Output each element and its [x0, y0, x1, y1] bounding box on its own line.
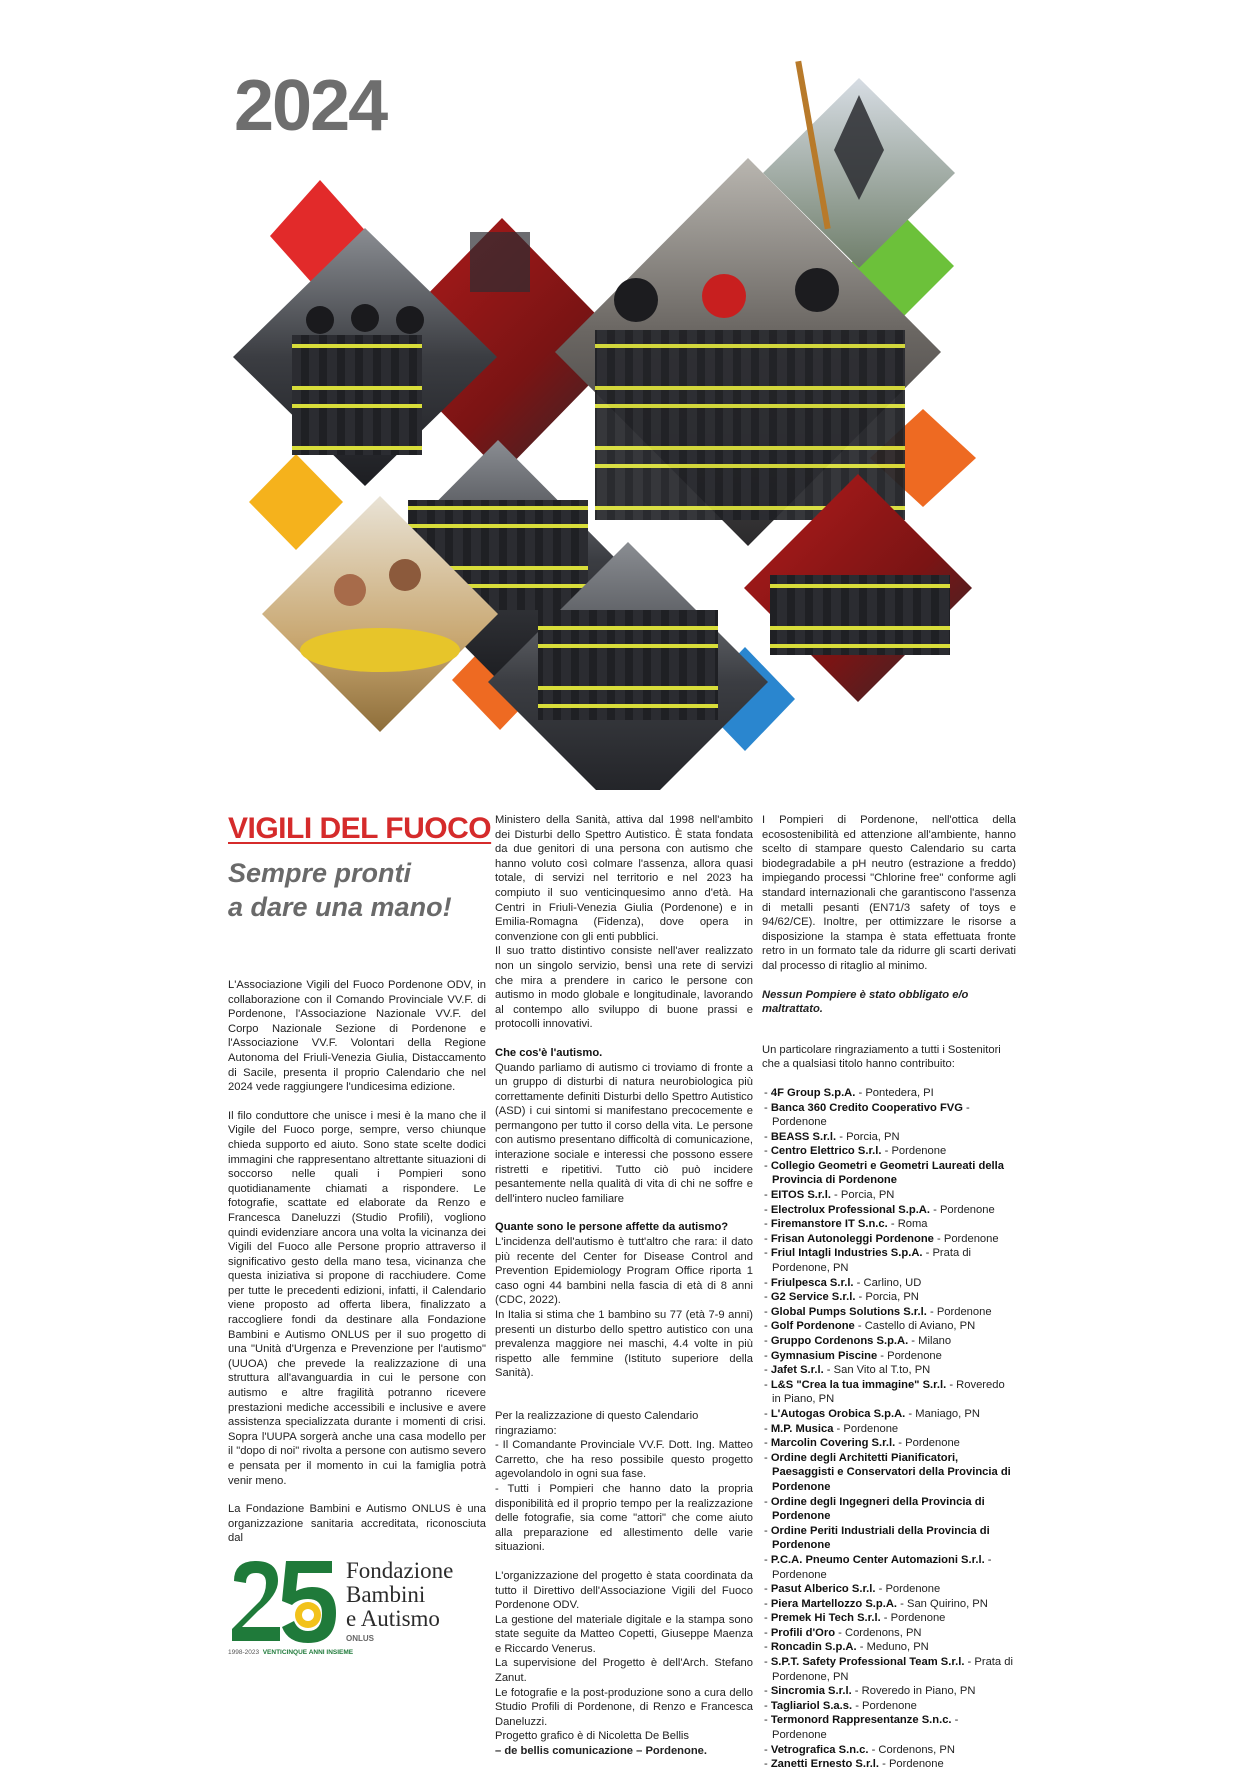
sponsor-item: - Banca 360 Credito Cooperativo FVG - Pordenone — [764, 1101, 970, 1129]
logo-line-3: e Autismo — [346, 1606, 440, 1631]
logo-years: 1998-2023 — [228, 1649, 260, 1656]
sponsor-location: Pordenone — [890, 1612, 946, 1625]
sponsor-item: - EITOS S.r.l. - Porcia, PN — [764, 1189, 895, 1202]
sponsor-name: Zanetti Ernesto S.r.l. — [770, 1758, 880, 1771]
sponsor-name: M.P. Musica — [770, 1422, 834, 1435]
sponsor-item: - Golf Pordenone - Castello di Aviano, PN — [764, 1320, 976, 1333]
sponsor-name: Collegio Geometri e Geometri Laureati della Provincia di Pordenone — [770, 1159, 1004, 1187]
sponsor-item: - Gymnasium Piscine - Pordenone — [764, 1349, 942, 1362]
sponsor-location: Prata di Pordenone, PN — [772, 1656, 1013, 1683]
sponsor-item: - Profili d'Oro - Cordenons, PN — [764, 1626, 922, 1639]
logo-onlus: ONLUS — [346, 1634, 374, 1643]
sponsor-name: Profili d'Oro — [770, 1626, 836, 1639]
sponsor-location: Porcia, PN — [846, 1130, 900, 1143]
sponsor-location: Prata di Pordenone, PN — [772, 1247, 972, 1275]
sponsor-item: - Marcolin Covering S.r.l. - Pordenone — [764, 1437, 960, 1450]
sponsor-item: - L&S "Crea la tua immagine" S.r.l. - Roveredo in Piano, PN — [764, 1378, 1005, 1406]
sponsor-item: - Ordine Periti Industriali della Provincia di Pordenone — [764, 1524, 990, 1552]
sponsor-location: Pordenone — [887, 1349, 942, 1362]
sponsor-location: Pordenone — [888, 1758, 944, 1771]
sponsor-name: Pasut Alberico S.r.l. — [770, 1583, 876, 1596]
paragraph-graphics-agency: – de bellis comunicazione – Pordenone. — [495, 1745, 707, 1758]
sponsor-item: - Jafet S.r.l. - San Vito al T.to, PN — [764, 1364, 931, 1377]
paragraph-digital: La gestione del materiale digitale e la stampa sono state seguite da Matteo Copetti, Giuseppe Maenza e Riccardo Venerus. — [495, 1613, 753, 1655]
sponsor-location: Porcia, PN — [840, 1189, 895, 1202]
sponsor-location: Pordenone — [891, 1145, 947, 1158]
text-column-2 — [495, 813, 753, 1759]
paragraph-photos: Le fotografie e la post-produzione sono a cura dello Studio Profili di Pordenone, di Renzo e Francesca Daneluzzi. — [495, 1686, 753, 1728]
paragraph-network: Il suo tratto distintivo consiste nell'aver realizzato non un singolo servizio, bensì una rete di servizi che mira a prendere in carico le persone con autismo in modo globale e longitudinale, lavorando al contempo allo sviluppo di buone prassi e protocolli innovativi. — [495, 945, 753, 1031]
paragraph-sponsors-intro: Un particolare ringraziamento a tutti i Sostenitori che a qualsiasi titolo hanno contribuito: — [762, 1043, 1001, 1071]
logo-line-2: Bambini — [346, 1582, 426, 1607]
sponsor-item: - Ordine degli Ingegneri della Provincia di Pordenone — [764, 1495, 985, 1523]
calendar-year: 2024 — [234, 66, 387, 146]
sponsor-item: - M.P. Musica - Pordenone — [764, 1422, 899, 1435]
paragraph-thanks-firefighters: - Tutti i Pompieri che hanno dato la propria disponibilità ed il proprio tempo per la realizzazione delle fotografie, sia come "attori" che come aiuto alla preparazione ed allestimento delle varie situazioni. — [495, 1482, 753, 1554]
sponsor-item: - Roncadin S.p.A. - Meduno, PN — [764, 1641, 929, 1654]
paragraph-supervision: La supervisione del Progetto è dell'Arch. Stefano Zanut. — [495, 1657, 753, 1685]
text-column-1 — [228, 978, 486, 1560]
sponsor-name: Global Pumps Solutions S.r.l. — [770, 1305, 927, 1318]
sponsor-item: - G2 Service S.r.l. - Porcia, PN — [764, 1291, 919, 1304]
sponsor-item: - Vetrografica S.n.c. - Cordenons, PN — [764, 1743, 955, 1756]
sponsor-location: Roveredo in Piano, PN — [861, 1685, 976, 1698]
paragraph-graphics: Progetto grafico è di Nicoletta De Bellis — [495, 1730, 690, 1743]
sponsor-name: Electrolux Professional S.p.A. — [770, 1203, 930, 1216]
sponsor-item: - L'Autogas Orobica S.p.A. - Maniago, PN — [764, 1407, 980, 1420]
sponsor-location: Pordenone — [843, 1422, 899, 1435]
sponsor-location: San Vito al T.to, PN — [833, 1364, 931, 1377]
sponsor-name: Golf Pordenone — [770, 1320, 855, 1333]
sponsor-name: Friul Intagli Industries S.p.A. — [770, 1247, 923, 1260]
logo-line-1: Fondazione — [346, 1558, 454, 1583]
sponsor-location: Pontedera, PI — [865, 1086, 934, 1099]
sponsor-location: Meduno, PN — [866, 1641, 929, 1654]
sponsor-item: - Gruppo Cordenons S.p.A. - Milano — [764, 1335, 952, 1347]
sponsor-location: Pordenone — [943, 1232, 999, 1245]
sponsor-list — [762, 1086, 1016, 1772]
sponsor-name: Premek Hi Tech S.r.l. — [770, 1612, 881, 1625]
sponsor-location: Pordenone — [862, 1699, 917, 1712]
logo-tagline — [228, 1649, 353, 1656]
paragraph-theme: Il filo conduttore che unisce i mesi è la mano che il Vigile del Fuoco porge, sempre, verso chiunque chieda supporto ed aiuto. Sono state scelte dodici immagini che rappresentano altrettante situazioni di soccorso nelle quali i Pompieri sono quotidianamente chiamati a rispondere. Le fotografie, scattate ed elaborate da Renzo e Francesca Daneluzzi (Studio Profili), vogliono quindi evidenziare ancora una volta la vicinanza dei Vigili del Fuoco alle Persone proprio attraverso il significativo gesto della mano tesa, vicinanza che questa iniziativa si propone di racchiudere. Come per tutte le precedenti edizioni, infatti, il Calendario viene proposto ad offerta libera, finalizzato a raccogliere fondi da destinare alla Fondazione Bambini e Autismo ONLUS per il suo progetto di una "Unità d'Urgenza e Prevenzione per l'autismo" (UUOA) che prevede la realizzazione di una struttura all'avanguardia in cui le persone con autismo e altre fragilità potranno ricevere prestazioni mediche accessibili e inclusive e avere assistenza specializzata durante i momenti di crisi. Sopra l'UUPA sorgerà anche una casa modello per il "dopo di noi" rivolta a persone con autismo severo e pensata per il momento in cui la famiglia potrà venir meno. — [228, 1109, 486, 1487]
paragraph-italy: In Italia si stima che 1 bambino su 77 (età 7-9 anni) presenti un disturbo dello spettro autistico con una prevalenza maggiore nei maschi, 4.4 volte in più rispetto alle femmine (Istituto superiore della Sanità). — [495, 1309, 753, 1380]
sponsor-item: - Piera Martellozzo S.p.A. - San Quirino, PN — [764, 1597, 988, 1610]
sponsor-location: Pordenone — [772, 1729, 827, 1742]
sponsor-location: Castello di Aviano, PN — [864, 1320, 976, 1333]
sponsor-name: Ordine Periti Industriali della Provincia di Pordenone — [770, 1524, 990, 1552]
sponsor-name: P.C.A. Pneumo Center Automazioni S.r.l. — [770, 1553, 985, 1566]
sponsor-item: - 4F Group S.p.A. - Pontedera, PI — [764, 1086, 934, 1099]
paragraph-ministry: Ministero della Sanità, attiva dal 1998 nell'ambito dei Disturbi dello Spettro Autistico. È stata fondata da due genitori di una persona con autismo che hanno voluto così colmare l'assenza, allora quasi totale, di servizi nel territorio e nel 2023 ha compiuto il suo venticinquesimo anno d'età. Ha Centri in Friuli-Venezia Giulia (Pordenone) e in Emilia-Romagna (Fidenza), dove opera in convenzione con gli enti pubblici. — [495, 814, 753, 943]
sponsor-item: - Electrolux Professional S.p.A. - Pordenone — [764, 1203, 995, 1216]
sponsor-location: Roveredo in Piano, PN — [772, 1378, 1005, 1406]
sponsor-name: Piera Martellozzo S.p.A. — [770, 1597, 898, 1610]
sponsor-item: - Tagliariol S.a.s. - Pordenone — [764, 1699, 917, 1712]
sponsor-name: S.P.T. Safety Professional Team S.r.l. — [770, 1656, 965, 1669]
sponsor-location: Roma — [897, 1218, 928, 1231]
sponsor-item: - Frisan Autonoleggi Pordenone - Pordenone — [764, 1232, 999, 1245]
sponsor-item: - Collegio Geometri e Geometri Laureati della Provincia di Pordenone — [764, 1159, 1004, 1187]
sponsor-name: Firemanstore IT S.n.c. — [770, 1218, 888, 1231]
sponsor-name: BEASS S.r.l. — [770, 1130, 837, 1143]
sponsor-name: Centro Elettrico S.r.l. — [770, 1145, 882, 1158]
sponsor-location: Pordenone — [936, 1305, 992, 1318]
paragraph-organization: L'organizzazione del progetto è stata coordinata da tutto il Direttivo dell'Associazione Vigili del Fuoco Pordenone ODV. — [495, 1569, 753, 1612]
yellow-diamond — [249, 454, 343, 550]
sponsor-name: EITOS S.r.l. — [770, 1189, 831, 1202]
sponsor-name: Frisan Autonoleggi Pordenone — [770, 1232, 934, 1245]
sponsor-item: - Global Pumps Solutions S.r.l. - Pordenone — [764, 1305, 992, 1318]
sponsor-name: Ordine degli Ingegneri della Provincia di Pordenone — [770, 1495, 985, 1523]
sponsor-location: Cordenons, PN — [845, 1626, 922, 1639]
sponsor-name: Gymnasium Piscine — [770, 1349, 878, 1362]
sponsor-name: Jafet S.r.l. — [770, 1364, 824, 1377]
heading-what-is-autism: Che cos'è l'autismo. — [495, 1046, 603, 1059]
sponsor-item: - Zanetti Ernesto S.r.l. - Pordenone — [764, 1758, 944, 1771]
sponsor-location: Milano — [918, 1335, 952, 1347]
sponsor-location: Cordenons, PN — [878, 1743, 955, 1756]
paragraph-eco: I Pompieri di Pordenone, nell'ottica della ecosostenibilità ed attenzione all'ambiente, hanno scelto di stampare questo Calendario su carta biodegradabile a pH neutro (estrazione a freddo) impiegando processi "Chlorine free" conforme agli standard internazionali che garantiscono l'assenza di metalli pesanti (EN71/3 safety of toys e 94/62/CE). Inoltre, per ottimizzare le risorse a disposizione la stampa è stata effettuata fronte retro in un formato tale da ridurre gli scarti derivati dal processo di ritaglio al minimo. — [762, 814, 1016, 972]
sponsor-location: Pordenone — [905, 1437, 960, 1450]
sponsor-name: Roncadin S.p.A. — [770, 1641, 857, 1654]
paragraph-thanks-commander: - Il Comandante Provinciale VV.F. Dott. Ing. Matteo Carretto, che ha reso possibile questo progetto agevolandolo in ogni sua fase. — [495, 1439, 753, 1481]
foundation-logo — [228, 1555, 488, 1665]
sponsor-name: Banca 360 Credito Cooperativo FVG — [770, 1101, 963, 1114]
sponsor-item: - Ordine degli Architetti Pianificatori, Paesaggisti e Conservatori della Provincia di Pordenone — [764, 1451, 1011, 1493]
sponsor-item: - Centro Elettrico S.r.l. - Pordenone — [764, 1145, 947, 1158]
sponsor-name: L&S "Crea la tua immagine" S.r.l. — [770, 1378, 947, 1391]
sponsor-item: - Sincromia S.r.l. - Roveredo in Piano, PN — [764, 1685, 976, 1698]
paragraph-incidence: L'incidenza dell'autismo è tutt'altro che rara: il dato più recente del Center for Disease Control and Prevention Epidemiology Program Office riporta 1 caso ogni 44 bambini nella fascia di età di 8 anni (CDC, 2022). — [495, 1236, 753, 1307]
sponsor-name: Vetrografica S.n.c. — [770, 1743, 869, 1756]
sponsor-item: - Firemanstore IT S.n.c. - Roma — [764, 1218, 928, 1231]
sponsor-location: Carlino, UD — [863, 1276, 922, 1289]
sponsor-item: - Pasut Alberico S.r.l. - Pordenone — [764, 1583, 941, 1596]
paragraph-thanks: Per la realizzazione di questo Calendario ringraziamo: — [495, 1409, 699, 1437]
sponsor-name: Sincromia S.r.l. — [770, 1685, 852, 1698]
paragraph-foundation: La Fondazione Bambini e Autismo ONLUS è una organizzazione sanitaria accreditata, riconosciuta dal — [228, 1503, 486, 1545]
logo-25-mark — [228, 1555, 340, 1647]
sponsor-location: Pordenone — [939, 1203, 995, 1216]
paragraph-autism-def: Quando parliamo di autismo ci troviamo di fronte a un gruppo di disturbi di natura neurobiologica più correttamente definiti Disturbi dello Spettro Autistico (ASD) i cui sintomi si manifestano precocemente e permangono per tutto il corso della vita. Le persone con autismo presentano difficoltà di comunicazione, interazione sociale e interessi che possono essere ristretti e ripetitivi. Tutto ciò può incidere pesantemente nella qualità di vita di chi ne soffre e dell'intero nucleo familiare — [495, 1061, 753, 1205]
sponsor-name: Friulpesca S.r.l. — [770, 1276, 854, 1289]
sponsor-name: Ordine degli Architetti Pianificatori, Paesaggisti e Conservatori della Provincia di Pordenone — [770, 1451, 1011, 1493]
sponsor-location: San Quirino, PN — [907, 1597, 988, 1610]
sponsor-name: Tagliariol S.a.s. — [770, 1699, 853, 1712]
sponsor-item: - Premek Hi Tech S.r.l. - Pordenone — [764, 1612, 946, 1625]
sponsor-item: - Termonord Rappresentanze S.n.c. - Pordenone — [764, 1714, 959, 1742]
sponsor-name: L'Autogas Orobica S.p.A. — [770, 1407, 906, 1420]
sponsor-name: Marcolin Covering S.r.l. — [770, 1437, 896, 1450]
sponsor-name: G2 Service S.r.l. — [770, 1291, 856, 1304]
text-column-3 — [762, 813, 1016, 1772]
subtitle-line-2: a dare una mano! — [228, 892, 452, 922]
sponsor-item: - S.P.T. Safety Professional Team S.r.l. - Prata di Pordenone, PN — [764, 1656, 1013, 1683]
sponsor-item: - P.C.A. Pneumo Center Automazioni S.r.l. - Pordenone — [764, 1553, 992, 1581]
sponsor-item: - Friul Intagli Industries S.p.A. - Prata di Pordenone, PN — [764, 1247, 972, 1275]
sponsor-location: Pordenone — [772, 1568, 827, 1581]
section-subtitle — [228, 856, 488, 924]
logo-tagline-text: VENTICINQUE ANNI INSIEME — [262, 1649, 354, 1656]
paragraph-intro: L'Associazione Vigili del Fuoco Pordenone ODV, in collaborazione con il Comando Provinciale VV.F. di Pordenone, l'Associazione Nazionale VV.F. del Corpo Nazionale Sezione di Pordenone e l'Associazione VV.F. Volontari della Regione Autonoma del Friuli-Venezia Giulia, Distaccamento di Sacile, presenta il proprio Calendario che nel 2024 vede raggiungere l'undicesima edizione. — [228, 979, 486, 1094]
sponsor-name: 4F Group S.p.A. — [770, 1086, 856, 1099]
sponsor-name: Termonord Rappresentanze S.n.c. — [770, 1714, 952, 1727]
heading-how-many: Quante sono le persone affette da autismo? — [495, 1221, 729, 1234]
sponsor-location: Maniago, PN — [915, 1407, 980, 1420]
section-title: VIGILI DEL FUOCO — [228, 812, 492, 845]
logo-wordmark — [346, 1559, 453, 1631]
sponsor-location: Porcia, PN — [865, 1291, 919, 1304]
subtitle-line-1: Sempre pronti — [228, 858, 412, 888]
sponsor-location: Pordenone — [772, 1116, 827, 1129]
sponsor-item: - BEASS S.r.l. - Porcia, PN — [764, 1130, 900, 1143]
sponsor-location: Pordenone — [885, 1583, 941, 1596]
paragraph-disclaimer: Nessun Pompiere è stato obbligato e/o maltrattato. — [762, 988, 969, 1016]
photo-collage — [0, 0, 1241, 790]
sponsor-name: Gruppo Cordenons S.p.A. — [770, 1335, 909, 1347]
sponsor-item: - Friulpesca S.r.l. - Carlino, UD — [764, 1276, 922, 1289]
